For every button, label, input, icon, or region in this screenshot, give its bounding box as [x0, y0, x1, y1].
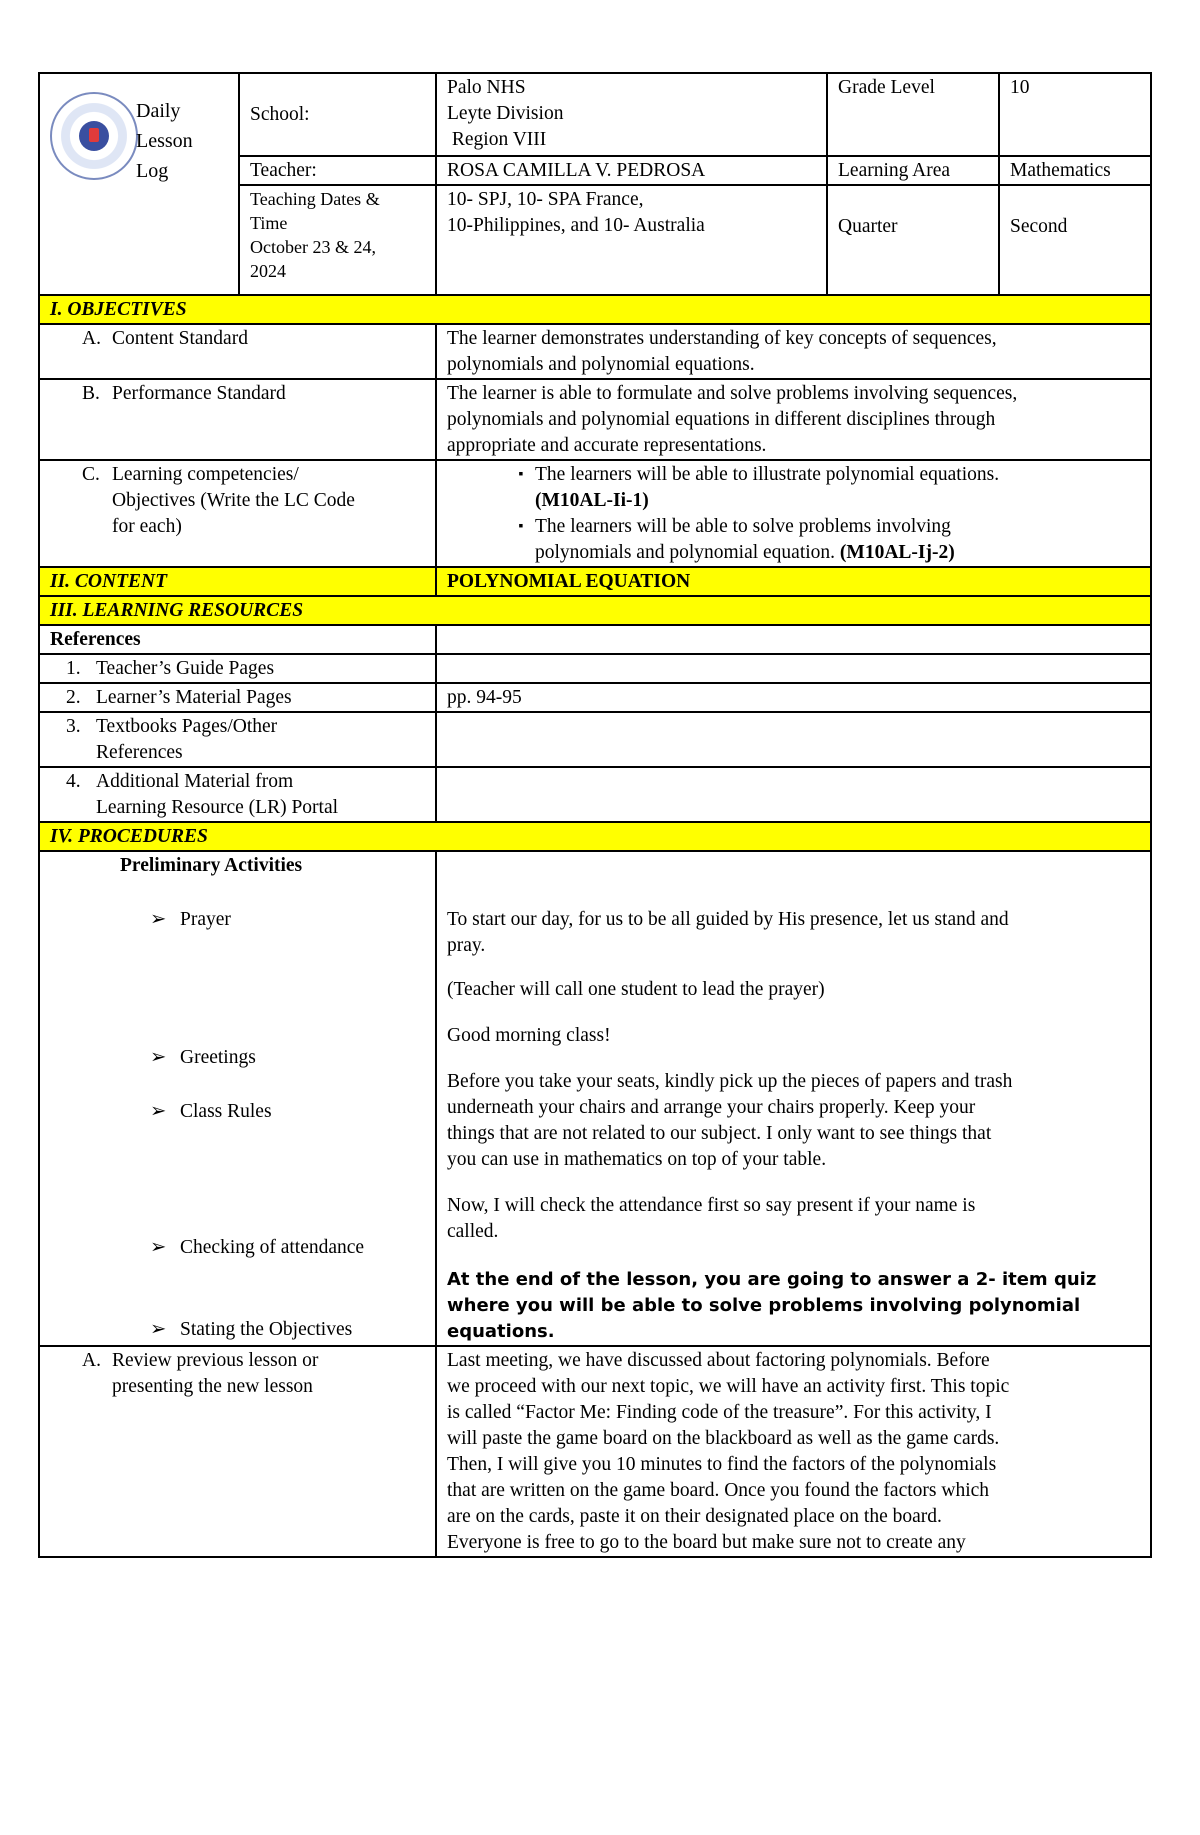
- lesson-log-page: [38, 72, 1150, 1558]
- procedures-heading: IV. PROCEDURES: [39, 822, 1151, 851]
- stating-objectives-label: ➢ Stating the Objectives: [120, 1317, 425, 1343]
- resource-item-textbooks: 3. Textbooks Pages/Other References: [39, 712, 436, 767]
- references-label: References: [39, 625, 436, 654]
- arrow-icon: ➢: [150, 1319, 167, 1340]
- resource-value-lm: pp. 94-95: [436, 683, 1151, 712]
- resource-value-textbooks: [436, 712, 1151, 767]
- resource-item-lr-portal: 4. Additional Material from Learning Resource (LR) Portal: [39, 767, 436, 822]
- quarter-label: Quarter: [827, 185, 999, 295]
- performance-standard-label: B. Performance Standard: [39, 379, 436, 460]
- resource-item-lm: 2. Learner’s Material Pages: [39, 683, 436, 712]
- grade-label: Grade Level: [827, 73, 999, 156]
- attendance-label: ➢ Checking of attendance: [120, 1235, 425, 1261]
- list-item: ▪ The learners will be able to solve problems involving polynomials and polynomial equation. (M10AL-Ij-2): [507, 514, 1140, 566]
- teacher-label: Teacher:: [239, 156, 436, 185]
- school-label: School:: [239, 73, 436, 156]
- review-text: Last meeting, we have discussed about factoring polynomials. Before we proceed with our next topic, we will have an activity first. This topic is called “Factor Me: Finding code of the treasure”. For this activity, I will paste the game board on the blackboard as well as the game cards. Then, I will give you 10 minutes to find the factors of the polynomials that are written on the game board. Once you found the factors which are on the cards, paste it on their designated place on the board. Everyone is free to go to the board but make sure not to create any: [436, 1346, 1151, 1557]
- grade-value: 10: [999, 73, 1151, 156]
- class-rules-label: ➢ Class Rules: [120, 1099, 425, 1125]
- resource-value-lr-portal: [436, 767, 1151, 822]
- teacher-value: ROSA CAMILLA V. PEDROSA: [436, 156, 827, 185]
- performance-standard-text: The learner is able to formulate and solve problems involving sequences, polynomials and polynomial equations in different disciplines through appropriate and accurate representations.: [436, 379, 1151, 460]
- content-standard-text: The learner demonstrates understanding of key concepts of sequences, polynomials and polynomial equations.: [436, 324, 1151, 379]
- quarter-value: Second: [999, 185, 1151, 295]
- school-value: Palo NHS Leyte Division Region VIII: [436, 73, 827, 156]
- bullet-icon: ▪: [518, 519, 524, 534]
- list-item: ▪ The learners will be able to illustrate polynomial equations. (M10AL-Ii-1): [507, 462, 1140, 514]
- objectives-heading: I. OBJECTIVES: [39, 295, 1151, 324]
- logo-title-cell: [39, 73, 239, 295]
- resources-heading: III. LEARNING RESOURCES: [39, 596, 1151, 625]
- dll-title: Daily Lesson Log: [136, 100, 193, 182]
- arrow-icon: ➢: [150, 1237, 167, 1258]
- preliminary-activities-column: Preliminary Activities ➢ Prayer ➢ Greetings ➢ Class Rules ➢ Checking of attendance ➢ Stating the Objectives: [39, 851, 436, 1346]
- arrow-icon: ➢: [150, 909, 167, 930]
- greetings-label: ➢ Greetings: [120, 1045, 425, 1071]
- arrow-icon: ➢: [150, 1047, 167, 1068]
- content-value: POLYNOMIAL EQUATION: [436, 567, 1151, 596]
- content-standard-label: A. Content Standard: [39, 324, 436, 379]
- resource-value-tg: [436, 654, 1151, 683]
- arrow-icon: ➢: [150, 1101, 167, 1122]
- references-value: [436, 625, 1151, 654]
- area-value: Mathematics: [999, 156, 1151, 185]
- review-label: A. Review previous lesson or presenting the new lesson: [39, 1346, 436, 1557]
- dates-label: Teaching Dates & Time October 23 & 24, 2024: [239, 185, 436, 295]
- resource-item-tg: 1. Teacher’s Guide Pages: [39, 654, 436, 683]
- prayer-label: ➢ Prayer: [120, 907, 425, 933]
- lesson-log-table: [38, 72, 1152, 1558]
- preliminary-activities-text: To start our day, for us to be all guided by His presence, let us stand and pray. (Teacher will call one student to lead the prayer) Good morning class! Before you take your seats, kindly pick up the pieces of papers and trash underneath your chairs and arrange your chairs properly. Keep your things that are not related to our subject. I only want to see things that you can use in mathematics on top of your table. Now, I will check the attendance first so say present if your name is called. At the end of the lesson, you are going to answer a 2- item quiz where you will be able to solve problems involving polynomial equations.: [436, 851, 1151, 1346]
- content-heading: II. CONTENT: [39, 567, 436, 596]
- deped-seal-icon: [50, 92, 138, 180]
- bullet-icon: ▪: [518, 467, 524, 482]
- learning-competencies-label: C. Learning competencies/ Objectives (Write the LC Code for each): [39, 460, 436, 567]
- learning-competencies-list: [436, 460, 1151, 567]
- sections-value: 10- SPJ, 10- SPA France, 10-Philippines, and 10- Australia: [436, 185, 827, 295]
- area-label: Learning Area: [827, 156, 999, 185]
